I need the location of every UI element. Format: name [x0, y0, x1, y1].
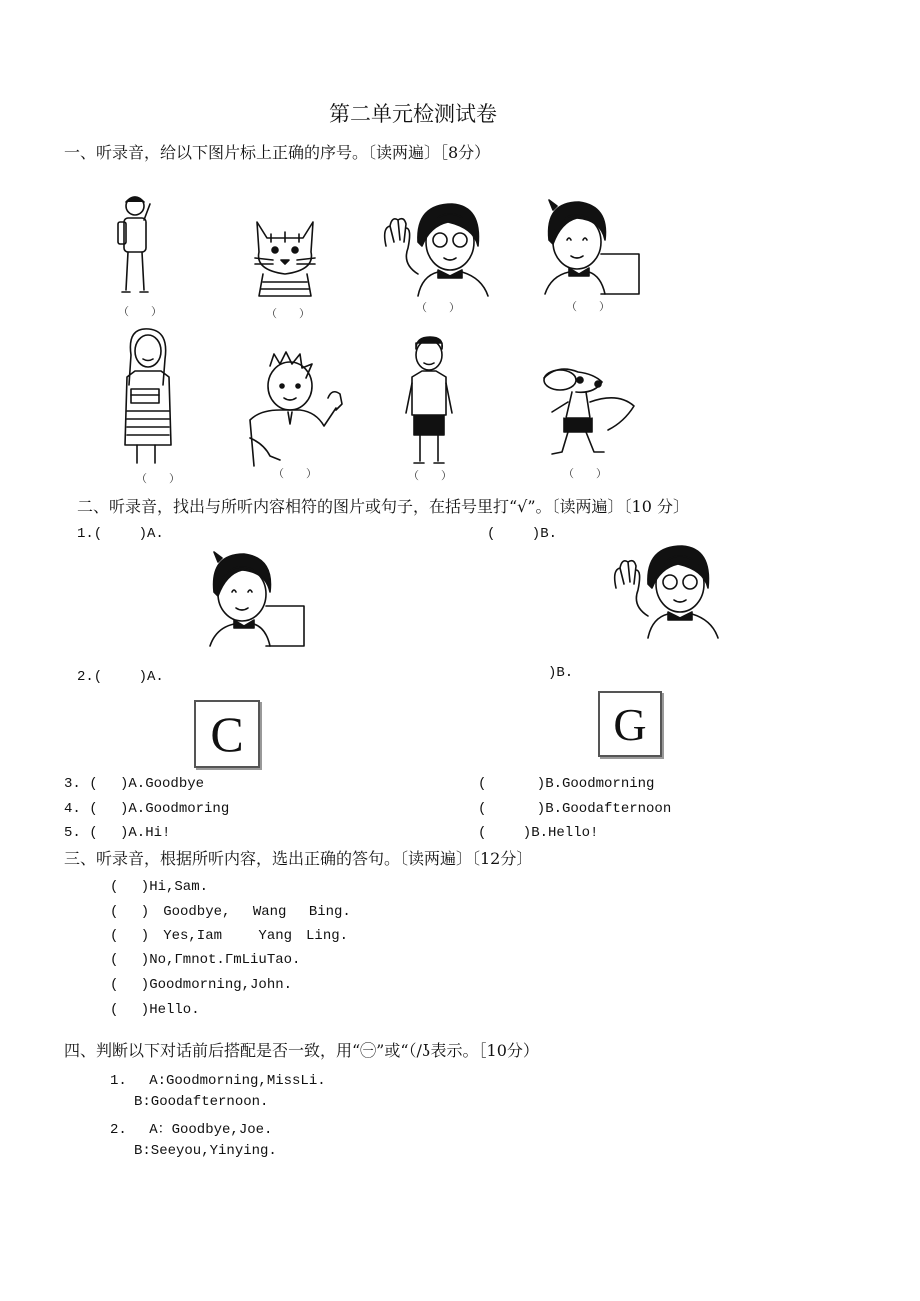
question-2-1-option-a[interactable]: 1.( )A.: [77, 526, 164, 542]
girl-with-ponytail-illustration: [200, 548, 310, 648]
section3-heading: 三、听录音，根据所听内容，选出正确的答句。〔读两遍〕〔12分〕: [64, 849, 533, 868]
boy-waving-illustration: [240, 348, 352, 466]
dialogue-1-line-b: B:Goodafternoon.: [134, 1094, 269, 1110]
picture-7-answer-blank[interactable]: （ ）: [408, 469, 452, 482]
question-2-5-option-b[interactable]: ( )B.Hello!: [478, 825, 599, 841]
question-2-2-option-b[interactable]: )B.: [548, 665, 574, 681]
picture-2-answer-blank[interactable]: （ ）: [266, 307, 310, 320]
question-2-5-option-a[interactable]: 5. ( )A.Hi!: [64, 825, 171, 841]
girl-with-ponytail-illustration: [535, 196, 645, 296]
section4-heading: 四、判断以下对话前后搭配是否一致，用“㊀”或“（∕ʖ表示。［10分）: [64, 1041, 539, 1060]
picture-5-answer-blank[interactable]: （ ）: [136, 472, 180, 485]
answer-option-2[interactable]: ( ) Goodbye, Wang Bing.: [110, 904, 351, 920]
dialogue-2-line-a: 2. A：Goodbye,Joe.: [110, 1122, 273, 1138]
letter-g-card: G: [598, 691, 662, 757]
section1-heading: 一、听录音，给以下图片标上正确的序号。〔读两遍〕［8分）: [64, 143, 491, 162]
boy-standing-illustration: [400, 333, 458, 471]
question-2-2-option-a[interactable]: 2.( )A.: [77, 669, 164, 685]
picture-4-answer-blank[interactable]: （ ）: [566, 300, 610, 313]
question-2-3-option-a[interactable]: 3. ( )A.Goodbye: [64, 776, 205, 792]
answer-option-6[interactable]: ( )Hello.: [110, 1002, 200, 1018]
answer-option-4[interactable]: ( )No,Γmnot.ΓmLiuTao.: [110, 952, 301, 968]
picture-1-answer-blank[interactable]: （ ）: [118, 305, 162, 318]
girl-with-glasses-waving-illustration: [608, 540, 728, 640]
boy-with-backpack-illustration: [110, 190, 160, 300]
answer-option-3[interactable]: ( ) Yes,Iam Yang Ling.: [110, 928, 349, 944]
page-title: 第二单元检测试卷: [329, 102, 497, 126]
picture-8-answer-blank[interactable]: （ ）: [563, 467, 607, 480]
question-2-3-option-b[interactable]: ( )B.Goodmorning: [478, 776, 655, 792]
letter-c-card: C: [194, 700, 260, 768]
cat-illustration: [245, 212, 325, 298]
dialogue-2-line-b: B:Seeyou,Yinying.: [134, 1143, 277, 1159]
question-2-4-option-a[interactable]: 4. ( )A.Goodmoring: [64, 801, 230, 817]
picture-3-answer-blank[interactable]: （ ）: [416, 301, 460, 314]
answer-option-5[interactable]: ( )Goodmorning,John.: [110, 977, 293, 993]
dialogue-1-line-a: 1. A:Goodmorning,MissLi.: [110, 1073, 326, 1089]
section2-heading: 二、听录音，找出与所听内容相符的图片或句子，在括号里打“√”。〔读两遍〕〔10 分〕: [77, 497, 690, 516]
question-2-1-option-b[interactable]: ( )B.: [487, 526, 558, 542]
mouse-illustration: [538, 362, 638, 462]
answer-option-1[interactable]: ( )Hi,Sam.: [110, 879, 209, 895]
picture-6-answer-blank[interactable]: （ ）: [273, 467, 317, 480]
question-2-4-option-b[interactable]: ( )B.Goodafternoon: [478, 801, 672, 817]
woman-holding-books-illustration: [115, 325, 180, 467]
girl-with-glasses-waving-illustration: [378, 198, 498, 298]
